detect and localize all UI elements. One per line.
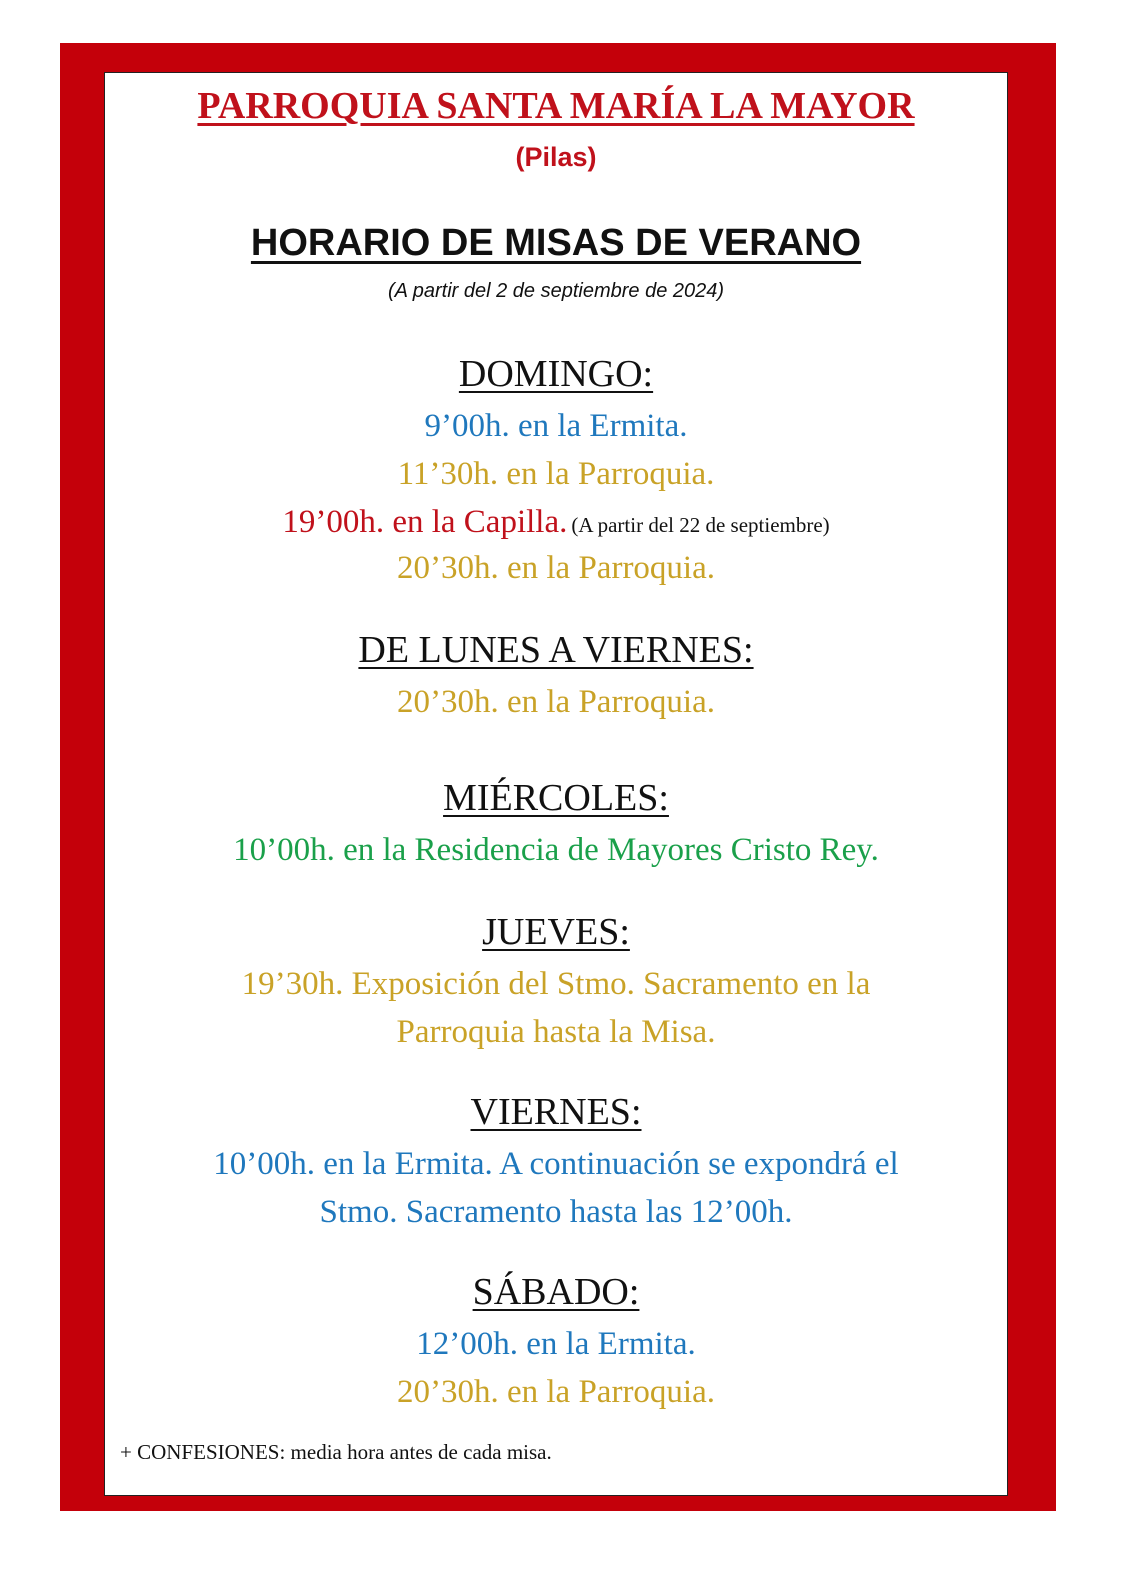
schedule-effective-date: (A partir del 2 de septiembre de 2024) (387, 280, 725, 302)
parish-title: PARROQUIA SANTA MARÍA LA MAYOR (197, 85, 915, 127)
day-heading-domingo: DOMINGO: (458, 353, 654, 395)
domingo-mass-1: 9’00h. en la Ermita. (424, 408, 688, 444)
confessions-note: + CONFESIONES: media hora antes de cada misa. (120, 1440, 552, 1464)
schedule-heading: HORARIO DE MISAS DE VERANO (250, 222, 862, 264)
sabado-mass-2: 20’30h. en la Parroquia. (397, 1374, 715, 1410)
domingo-mass-3 (104, 502, 1008, 542)
lunes-viernes-mass-1: 20’30h. en la Parroquia. (397, 684, 715, 720)
domingo-mass-4: 20’30h. en la Parroquia. (397, 550, 715, 586)
miercoles-mass-1: 10’00h. en la Residencia de Mayores Cristo Rey. (233, 832, 879, 868)
viernes-line-1: 10’00h. en la Ermita. A continuación se expondrá el (213, 1146, 899, 1182)
jueves-line-1: 19’30h. Exposición del Stmo. Sacramento en la (241, 966, 871, 1002)
viernes-line-2: Stmo. Sacramento hasta las 12’00h. (319, 1194, 793, 1230)
day-heading-miercoles: MIÉRCOLES: (443, 777, 669, 819)
domingo-mass-3-note: (A partir del 22 de septiembre) (571, 513, 830, 537)
sabado-mass-1: 12’00h. en la Ermita. (416, 1326, 696, 1362)
day-heading-sabado: SÁBADO: (472, 1271, 640, 1313)
day-heading-viernes: VIERNES: (470, 1091, 642, 1133)
day-heading-jueves: JUEVES: (482, 911, 630, 953)
jueves-line-2: Parroquia hasta la Misa. (396, 1014, 716, 1050)
domingo-mass-3-time: 19’00h. en la Capilla. (282, 504, 568, 540)
parish-location: (Pilas) (515, 142, 597, 172)
day-heading-lunes-viernes: DE LUNES A VIERNES: (358, 629, 754, 671)
domingo-mass-2: 11’30h. en la Parroquia. (397, 456, 715, 492)
